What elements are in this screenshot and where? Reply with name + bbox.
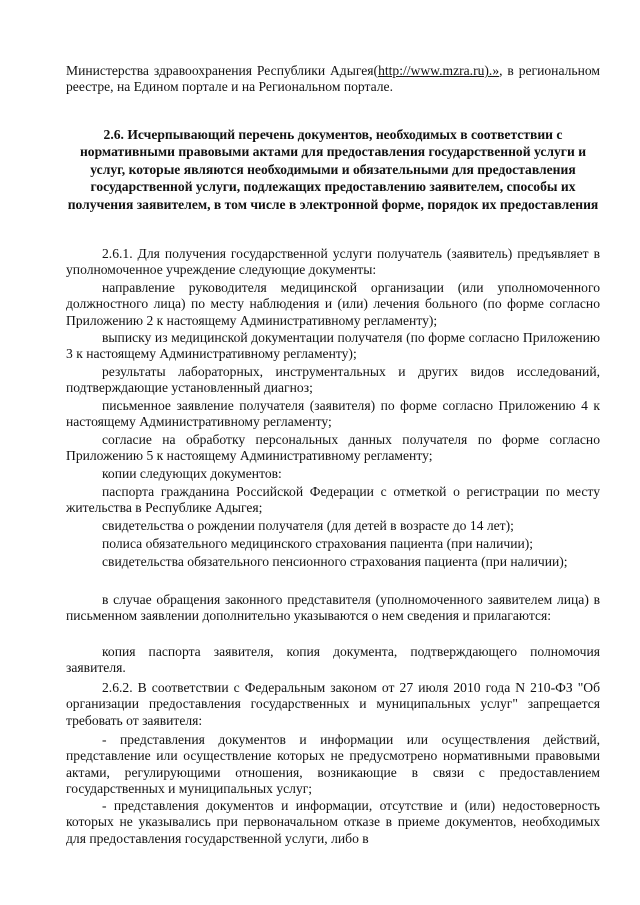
- list-item-copies: копии следующих документов:: [102, 466, 282, 481]
- list-item-pension-certificate: свидетельства обязательного пенсионного страхования пациента (при наличии);: [102, 554, 568, 569]
- intro-suffix: , в региональном реестре, на Едином портале и на Региональном портале.: [66, 63, 600, 95]
- list-item-applicant-passport: копия паспорта заявителя, копия документа, подтверждающего полномочия заявителя.: [66, 644, 600, 676]
- list-item-medical-extract: выписку из медицинской документации получателя (по форме согласно Приложению 3 к настоящему Административному регламенту);: [66, 330, 600, 362]
- list-item-no-extra-documents: - представления документов и информации или осуществления действий, представление или осуществление которых не предусмотрено нормативными правовыми актами, регулирующими отношения, возникающие в связи с предоставлением государственных и муниципальных услуг;: [66, 732, 600, 797]
- section-heading: 2.6. Исчерпывающий перечень документов, необходимых в соответствии с нормативными правовыми актами для предоставления государственной услуги и услуг, которые являются необходимыми и обязательными для предоставления государственной услуги, подлежащих предоставлению заявителем, способы их получения заявителем, в том числе в электронной форме, порядок их предоставления: [67, 127, 599, 212]
- list-item-test-results: результаты лабораторных, инструментальных и других видов исследований, подтверждающие установленный диагноз;: [66, 364, 600, 396]
- list-item-no-unreported-documents: - представления документов и информации, отсутствие и (или) недостоверность которых не указывались при первоначальном отказе в приеме документов, необходимых для предоставления государственной услуги, либо в: [66, 798, 600, 846]
- list-item-referral: направление руководителя медицинской организации (или уполномоченного должностного лица) по месту наблюдения и (или) лечения больного (по форме согласно Приложению 2 к настоящему Административному регламенту);: [66, 280, 600, 328]
- paragraph-2-6-1: 2.6.1. Для получения государственной услуги получатель (заявитель) предъявляет в уполномоченное учреждение следующие документы:: [66, 246, 600, 278]
- ministry-link[interactable]: http://www.mzra.ru).»: [378, 63, 500, 78]
- list-item-insurance-policy: полиса обязательного медицинского страхования пациента (при наличии);: [102, 536, 534, 551]
- list-item-passport: паспорта гражданина Российской Федерации с отметкой о регистрации по месту жительства в Республике Адыгея;: [66, 484, 600, 516]
- paragraph-2-6-2: 2.6.2. В соответствии с Федеральным законом от 27 июля 2010 года N 210-ФЗ "Об организации предоставления государственных и муниципальных услуг" запрещается требовать от заявителя:: [66, 680, 600, 728]
- list-item-birth-certificate: свидетельства о рождении получателя (для детей в возрасте до 14 лет);: [102, 518, 514, 533]
- list-item-application: письменное заявление получателя (заявителя) по форме согласно Приложению 4 к настоящему Административному регламенту;: [66, 398, 600, 430]
- intro-paragraph: [66, 63, 600, 96]
- list-item-data-consent: согласие на обработку персональных данных получателя по форме согласно Приложению 5 к настоящему Административному регламенту;: [66, 432, 600, 464]
- list-item-legal-representative: в случае обращения законного представителя (уполномоченного заявителем лица) в письменном заявлении дополнительно указываются о нем сведения и прилагаются:: [66, 592, 600, 624]
- intro-prefix: Министерства здравоохранения Республики Адыгея(: [66, 63, 379, 78]
